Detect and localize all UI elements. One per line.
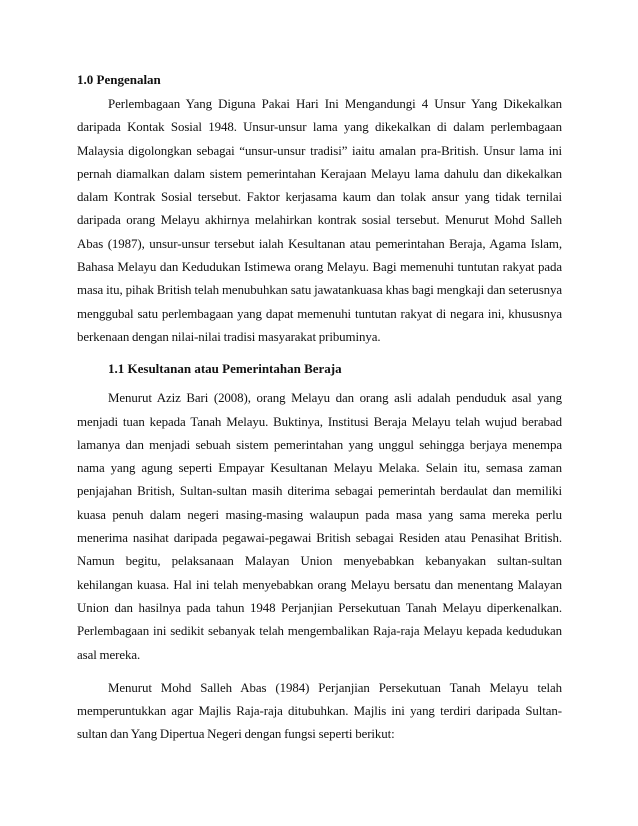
intro-paragraph: Perlembagaan Yang Diguna Pakai Hari Ini Mengandungi 4 Unsur Yang Dikekalkan daripada Kontak Sosial 1948. Unsur-unsur lama yang dikekalkan di dalam perlembagaan Malaysia digolongkan sebagai “unsur-unsur tradisi” iaitu amalan pra-British. Unsur lama ini pernah diamalkan dalam sistem pemerintahan Kerajaan Melayu lama dahulu dan dikekalkan dalam Kontrak Sosial tersebut. Faktor kerjasama kaum dan tolak ansur yang tidak ternilai daripada orang Melayu akhirnya melahirkan kontrak sosial tersebut. Menurut Mohd Salleh Abas (1987), unsur-unsur tersebut ialah Kesultanan atau pemerintahan Beraja, Agama Islam, Bahasa Melayu dan Kedudukan Istimewa orang Melayu. Bagi memenuhi tuntutan rakyat pada masa itu, pihak British telah menubuhkan satu jawatankuasa khas bagi mengkaji dan seterusnya menggubal satu perlembagaan yang dapat memenuhi tuntutan rakyat di negara ini, khususnya berkenaan dengan nilai-nilai tradisi masyarakat pribuminya. xyxy=(77,97,562,344)
body-paragraph-kesultanan: Menurut Aziz Bari (2008), orang Melayu dan orang asli adalah penduduk asal yang menjadi tuan kepada Tanah Melayu. Buktinya, Institusi Beraja Melayu telah wujud berabad lamanya dan menjadi sebuah sistem pemerintahan yang unggul sehingga berjaya menempa nama yang agung seperti Empayar Kesultanan Melayu Melaka. Selain itu, semasa zaman penjajahan British, Sultan-sultan masih diterima sebagai pemerintah berdaulat dan memiliki kuasa penuh dalam negeri masing-masing walaupun pada masa yang sama mereka perlu menerima nasihat daripada pegawai-pegawai British sebagai Residen atau Penasihat British. Namun begitu, pelaksanaan Malayan Union menyebabkan kebanyakan sultan-sultan kehilangan kuasa. Hal ini telah menyebabkan orang Melayu bersatu dan menentang Malayan Union dan hasilnya pada tahun 1948 Perjanjian Persekutuan Tanah Melayu diperkenalkan. Perlembagaan ini sedikit sebanyak telah mengembalikan Raja-raja Melayu kepada kedudukan asal mereka. xyxy=(77,391,562,662)
document-page xyxy=(77,70,562,757)
body-paragraph-majlis-raja-raja: Menurut Mohd Salleh Abas (1984) Perjanjian Persekutuan Tanah Melayu telah memperuntukkan agar Majlis Raja-raja ditubuhkan. Majlis ini yang terdiri daripada Sultan-sultan dan Yang Dipertua Negeri dengan fungsi seperti berikut: xyxy=(77,680,562,742)
subsection-heading: 1.1 Kesultanan atau Pemerintahan Beraja xyxy=(108,361,342,377)
section-heading: 1.0 Pengenalan xyxy=(77,72,161,87)
